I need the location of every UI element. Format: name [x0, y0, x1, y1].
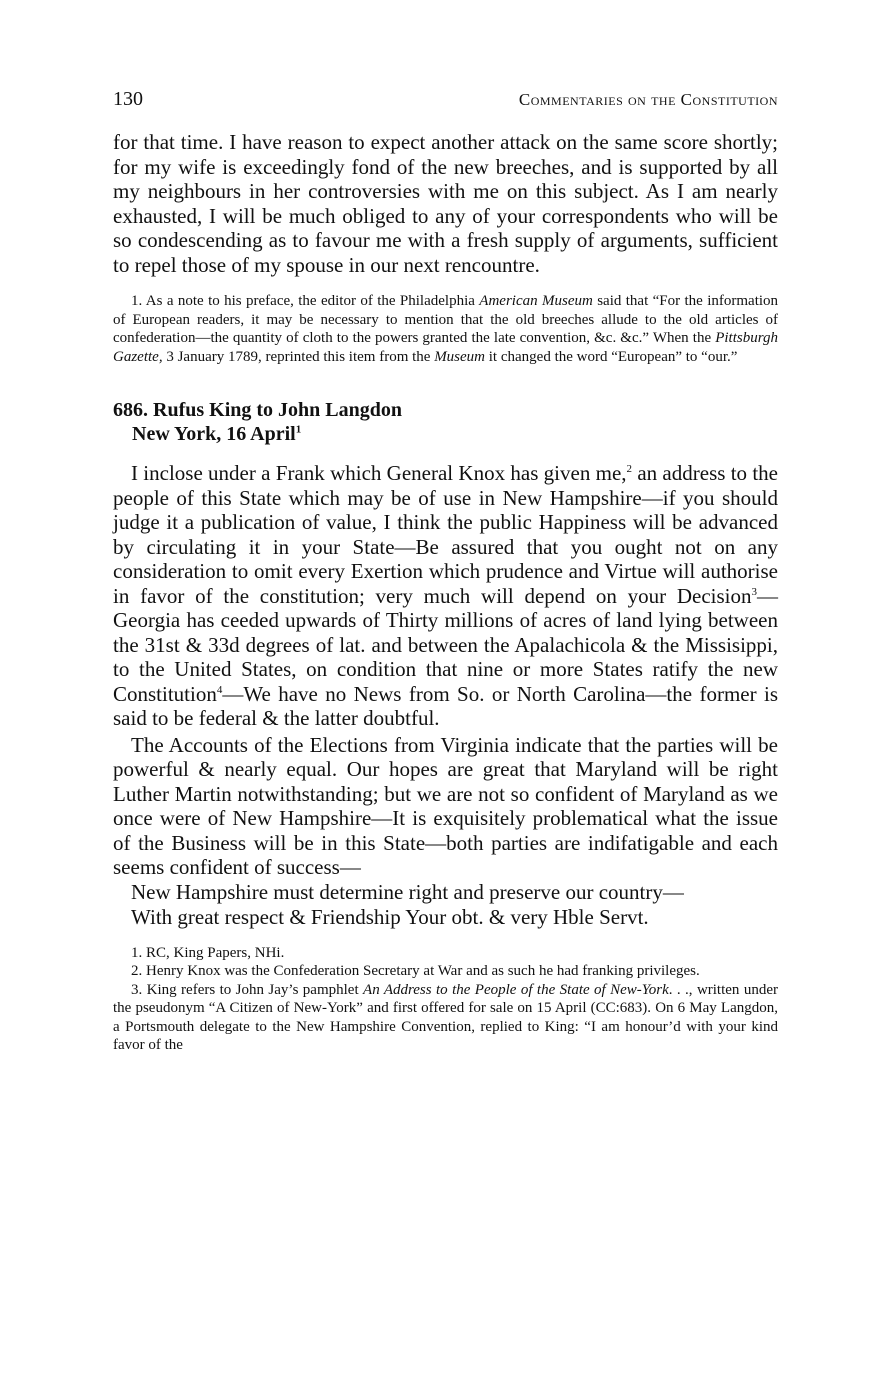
letter-paragraph-1: I inclose under a Frank which General Knox has given me,$^2$ an address to the people of this State which may be of use in New Hampshire—if you should judge it a publication of value, I think the public Happiness will be advanced by circulating it in your State—Be assured that you ought not on any consideration to omit every Exertion which prudence and Virtue will authorise in favor of the constitution; very much will depend on your Decision$^3$—Georgia has ceeded upwards of Thirty millions of acres of land lying between the 31st & 33d degrees of lat. and between the Apalachicola & the Missisippi, to the United States, on condition that nine or more States ratify the new Constitution$^4$—We have no News from So. or North Carolina—the former is said to be federal & the latter doubtful. — [113, 461, 778, 730]
footnote-2: 2. Henry Knox was the Confederation Secretary at War and as such he had franking privileges. — [131, 963, 700, 979]
page — [113, 88, 778, 1055]
footnote-3: 3. King refers to John Jay’s pamphlet An Address to the People of the State of New-York. . ., written under the pseudonym “A Citizen of New-York” and first offered for sale on 15 April (CC:683). On 6 May Langdon, a Portsmouth delegate to the New Hampshire Convention, replied to King: “I am honour’d with your kind favor of the — [113, 981, 778, 1053]
letter-closing-line-2: With great respect & Friendship Your obt. & very Hble Servt. — [131, 904, 649, 929]
footnote-1: 1. RC, King Papers, NHi. — [131, 944, 285, 961]
footnote-ref-4: 4 — [216, 683, 223, 696]
letter-closing-line-1: New Hampshire must determine right and preserve our country— — [131, 879, 684, 904]
document-title: 686. Rufus King to John Langdon — [113, 399, 402, 421]
document-place-date: New York, 16 April$^1$ — [132, 423, 302, 445]
document-heading — [113, 398, 778, 446]
continued-paragraph: for that time. I have reason to expect another attack on the same score shortly; for my wife is exceedingly fond of the new breeches, and is supported by all my neighbours in her controversies with me on this subject. As I am nearly exhausted, I will be much obliged to any of your correspondents who will be so condescending as to favour me with a fresh supply of arguments, sufficient to repel those of my spouse in our next rencountre. — [113, 130, 778, 277]
running-head: Commentaries on the Constitution — [518, 90, 778, 109]
previous-footnote-1: 1. As a note to his preface, the editor of the Philadelphia American Museum said that “For the information of European readers, it may be necessary to mention that the old breeches allude to the old articles of confederation—the quantity of cloth to the powers granted the late convention, &c. &c.” When the Pittsburgh Gazette, 3 January 1789, reprinted this item from the Museum it changed the word “European” to “our.” — [113, 293, 779, 365]
footnote-ref-2: 2 — [626, 463, 633, 475]
footnotes — [113, 944, 778, 1055]
page-number: 130 — [113, 88, 143, 110]
footnote-ref-3: 3 — [751, 585, 757, 598]
footnote-ref-1: 1 — [295, 423, 302, 436]
letter-paragraph-2: The Accounts of the Elections from Virginia indicate that the parties will be powerful & nearly equal. Our hopes are great that Maryland will be right Luther Martin notwithstanding; but we are not so confident of Maryland as we once were of New Hampshire—It is exquisitely problematical what the issue of the Business will be in this State—both parties are indifatigable and each seems confident of success— — [113, 732, 778, 879]
page-header — [113, 88, 778, 118]
